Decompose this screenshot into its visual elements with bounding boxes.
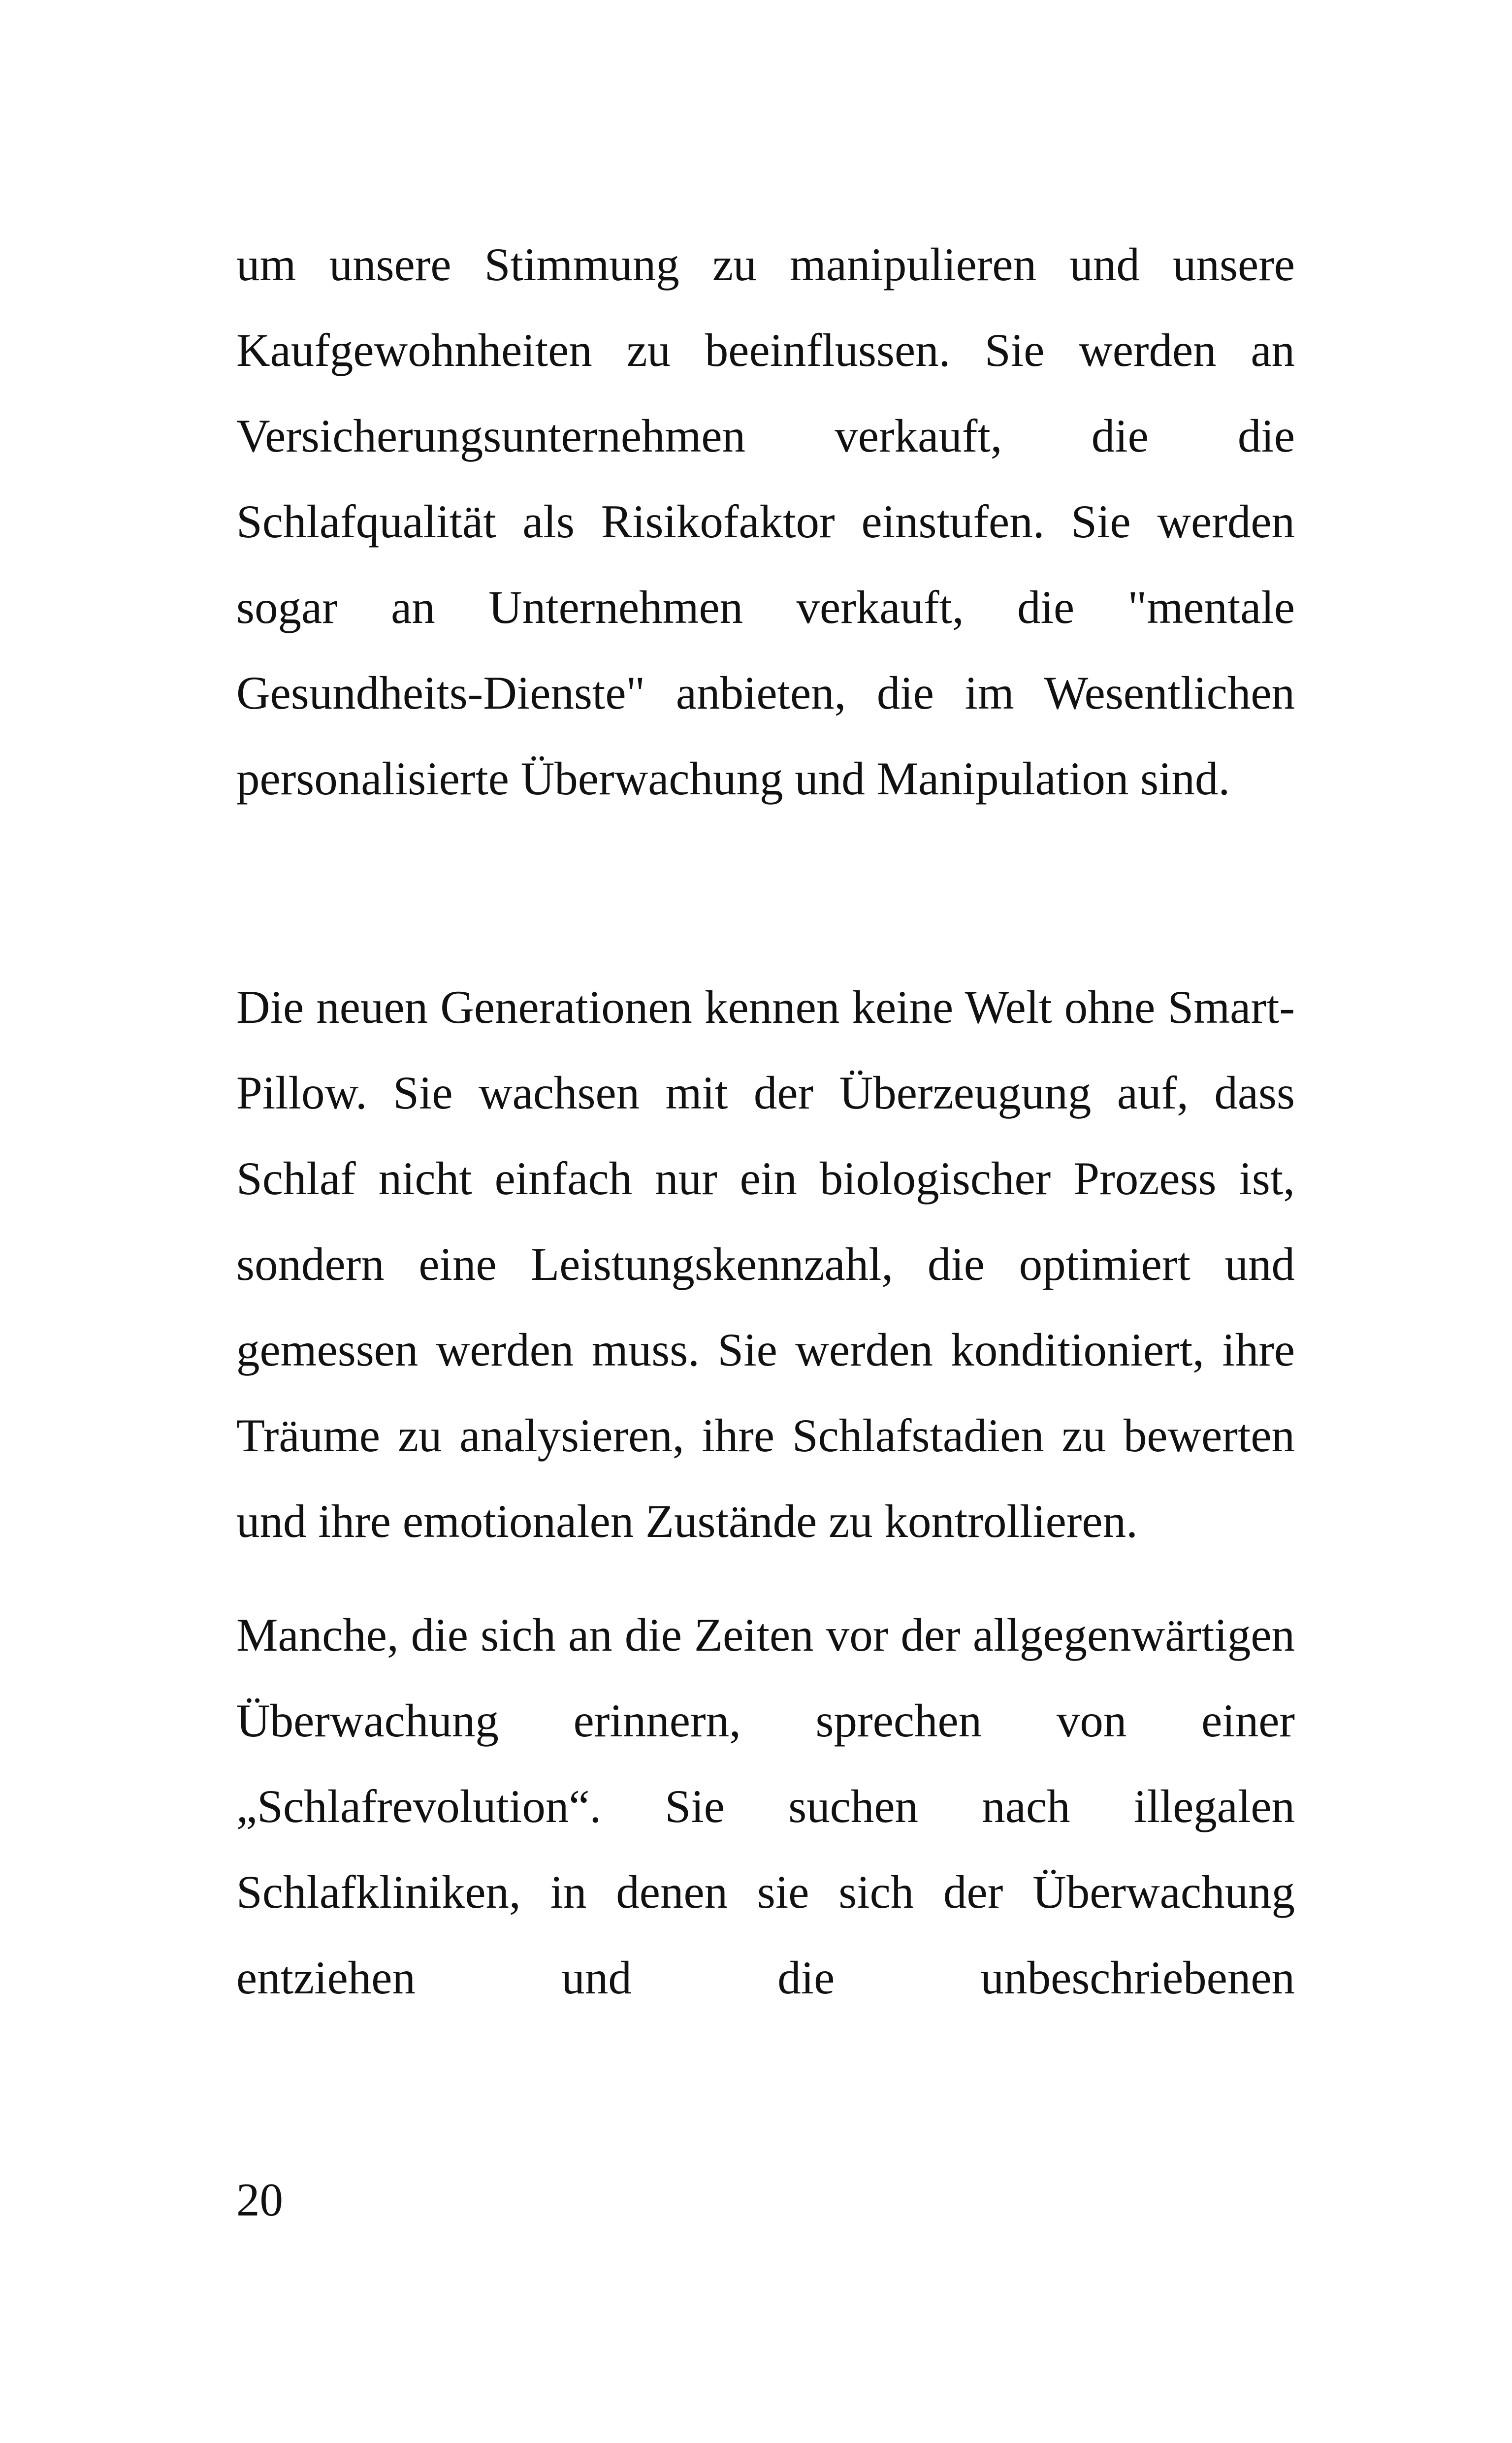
page-number: 20	[236, 2174, 283, 2226]
paragraph-1: um unsere Stimmung zu manipulieren und unsere Kaufgewohnheiten zu beeinflussen. Sie werden an Versicherungsunternehmen verkauft, die die Schlafqualität als Risikofaktor einstufen. Sie werden sogar an Unternehmen verkauft, die "mentale Gesundheits-Dienste" anbieten, die im Wesentlichen personalisierte Überwachung und Manipulation sind.	[236, 238, 1295, 805]
page-body	[236, 222, 1295, 2020]
paragraph-2: Die neuen Generationen kennen keine Welt ohne Smart-Pillow. Sie wachsen mit der Überzeugung auf, dass Schlaf nicht einfach nur ein biologischer Prozess ist, sondern eine Leistungskennzahl, die optimiert und gemessen werden muss. Sie werden konditioniert, ihre Träume zu analysieren, ihre Schlafstadien zu bewerten und ihre emotionalen Zustände zu kontrollieren.	[236, 981, 1295, 1547]
paragraph-3: Manche, die sich an die Zeiten vor der allgegenwärtigen Überwachung erinnern, sprechen von einer „Schlafrevolution“. Sie suchen nach illegalen Schlafkliniken, in denen sie sich der Überwachung entziehen und die unbeschriebenen	[236, 1609, 1295, 2004]
